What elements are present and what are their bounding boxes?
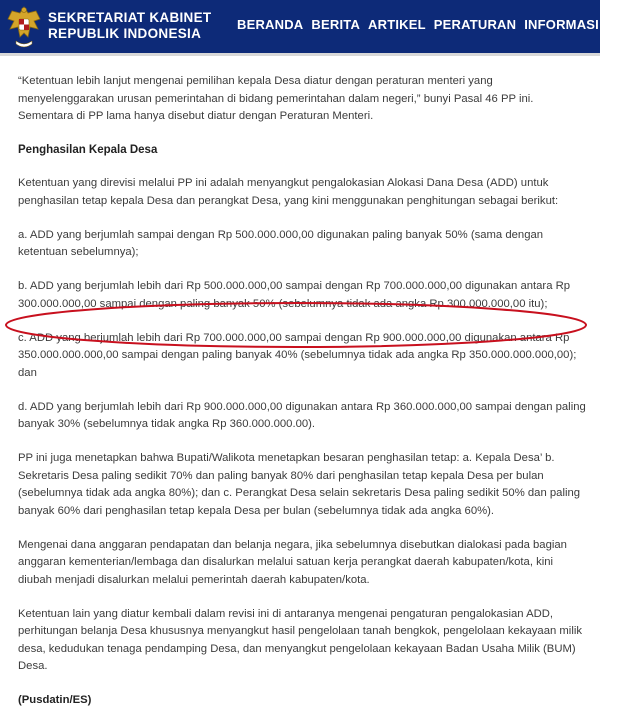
paragraph-apbn: Mengenai dana anggaran pendapatan dan belanja negara, jika sebelumnya disebutkan dialokasi pada bagian anggaran kementerian/lembaga dan disalurkan melalui satuan kerja perangkat daerah kabupaten/kota, kini diubah menjadi disalurkan melalui pemerintah daerah kabupaten/kota. — [18, 538, 567, 586]
list-item-a: a. ADD yang berjumlah sampai dengan Rp 500.000.000,00 digunakan paling banyak 50% (sama dengan ketentuan sebelumnya); — [18, 228, 544, 258]
main-nav — [237, 17, 635, 32]
article-source: (Pusdatin/ES) — [18, 694, 92, 706]
section-heading: Penghasilan Kepala Desa — [18, 144, 158, 156]
nav-informasi[interactable]: INFORMASI — [524, 17, 599, 32]
paragraph-add-intro: Ketentuan yang direvisi melalui PP ini adalah menyangkut pengalokasian Alokasi Dana Desa (ADD) untuk penghasilan tetap kepala Desa dan perangkat Desa, yang kini menggunakan penghitungan sebagai berikut: — [18, 177, 559, 207]
list-item-b: b. ADD yang berjumlah lebih dari Rp 500.000.000,00 sampai dengan Rp 700.000.000,00 digunakan antara Rp 300.000.000,00 sampai dengan paling banyak 50% (sebelumnya tidak ada angka Rp 300.000.000,00 itu); — [18, 280, 571, 310]
list-item-d: d. ADD yang berjumlah lebih dari Rp 900.000.000,00 digunakan antara Rp 360.000.000,00 sampai dengan paling banyak 30% (sebelumnya tidak angka Rp 360.000.000.00). — [18, 400, 586, 430]
nav-beranda[interactable]: BERANDA — [237, 17, 304, 32]
site-header — [0, 0, 627, 56]
nav-ga[interactable]: GA — [606, 17, 627, 32]
article-body — [18, 73, 590, 726]
nav-peraturan[interactable]: PERATURAN — [433, 17, 517, 32]
site-brand[interactable] — [48, 10, 211, 42]
paragraph-ketentuan-lain: Ketentuan lain yang diatur kembali dalam revisi ini di antaranya mengenai pengaturan pengalokasian ADD, perhitungan belanja Desa khususnya menyangkut hasil pengelolaan tanah bengkok, pengelolaan kekayaan milik desa, kedudukan tenaga pendamping Desa, dan menyangkut pengelolaan kekayaan Badan Usaha Milik (BUM) Desa. — [18, 607, 582, 672]
paragraph-pasal-46: “Ketentuan lebih lanjut mengenai pemilihan kepala Desa diatur dengan peraturan menteri yang menyelenggarakan urusan pemerintahan di bidang pemerintahan dalam negeri,” bunyi Pasal 46 PP ini. Sementara di PP lama hanya disebut diatur dengan Peraturan Menteri. — [18, 75, 534, 122]
garuda-emblem-icon[interactable] — [6, 3, 42, 51]
nav-berita[interactable]: BERITA — [311, 17, 361, 32]
paragraph-penghasilan-tetap: PP ini juga menetapkan bahwa Bupati/Walikota menetapkan besaran penghasilan tetap: a. Kepala Desa’ b. Sekretaris Desa paling sedikit 70% dan paling banyak 80% dari penghasilan tetap kepala Desa per bulan (sebelumnya tidak ada angka 80%); dan c. Perangkat Desa selain sekretaris Desa paling sedikit 50% dan paling banyak 60% dari penghasilan tetap kepala Desa per bulan (sebelumnya tidak ada angka 60%). — [18, 452, 581, 517]
brand-line-1: SEKRETARIAT KABINET — [48, 10, 212, 25]
nav-artikel[interactable]: ARTIKEL — [368, 17, 426, 32]
list-item-c: c. ADD yang berjumlah lebih dari Rp 700.000.000,00 sampai dengan Rp 900.000.000,00 digunakan antara Rp 350.000.000.000,00 sampai dengan paling banyak 40% (sebelumnya tidak ada angka Rp 350.000.000.000,00); dan — [18, 331, 577, 379]
brand-line-2: REPUBLIK INDONESIA — [48, 26, 202, 41]
